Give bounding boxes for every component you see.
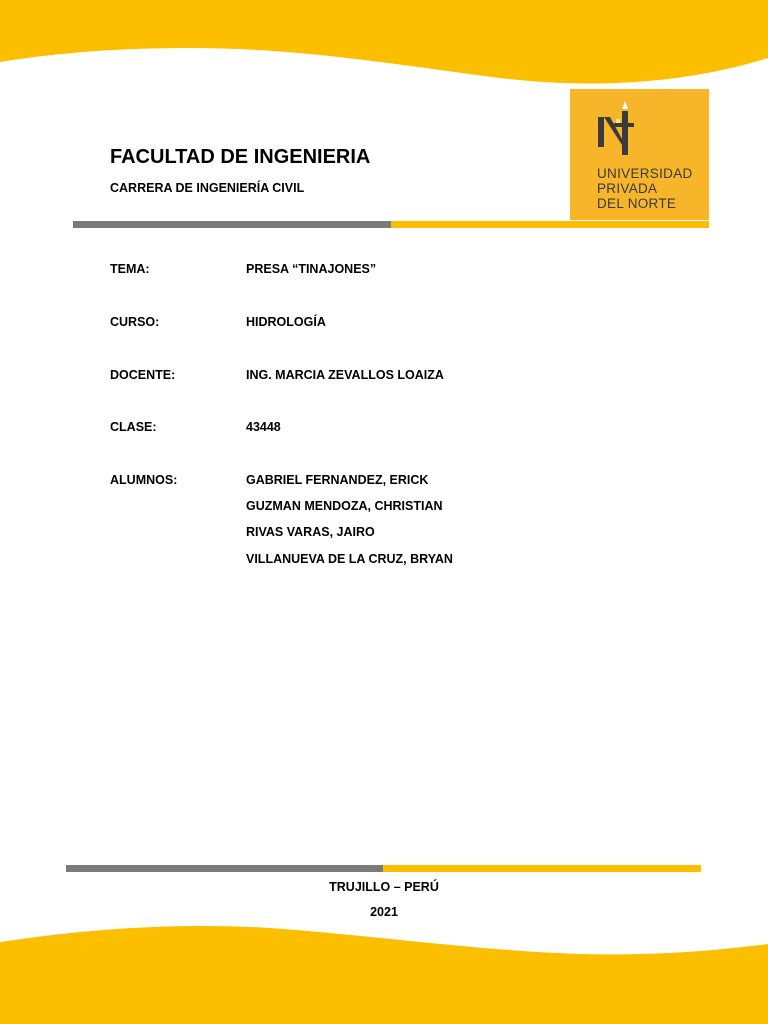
- top-wave-decoration: [0, 0, 768, 90]
- logo-text-line-3: DEL NORTE: [597, 196, 677, 211]
- student-name: VILLANUEVA DE LA CRUZ, BRYAN: [246, 552, 453, 566]
- footer-year: 2021: [370, 905, 398, 919]
- header-divider-yellow: [391, 221, 709, 228]
- curso-label: CURSO:: [110, 315, 160, 329]
- logo-text-line-1: UNIVERSIDAD: [597, 166, 693, 181]
- header-divider-gray: [73, 221, 391, 228]
- tema-label: TEMA:: [110, 262, 150, 276]
- career-subtitle: CARRERA DE INGENIERÍA CIVIL: [110, 181, 305, 195]
- alumnos-label: ALUMNOS:: [110, 473, 178, 487]
- bottom-wave-decoration: [0, 920, 768, 1024]
- footer-location: TRUJILLO – PERÚ: [329, 880, 439, 894]
- student-name: RIVAS VARAS, JAIRO: [246, 525, 375, 539]
- docente-label: DOCENTE:: [110, 368, 176, 382]
- university-logo: [570, 89, 709, 220]
- student-name: GUZMAN MENDOZA, CHRISTIAN: [246, 499, 443, 513]
- footer-divider-yellow: [383, 865, 701, 872]
- tema-value: PRESA “TINAJONES”: [246, 262, 377, 276]
- curso-value: HIDROLOGÍA: [246, 315, 326, 329]
- clase-value: 43448: [246, 420, 281, 434]
- logo-text-line-2: PRIVADA: [597, 181, 658, 196]
- student-name: GABRIEL FERNANDEZ, ERICK: [246, 473, 429, 487]
- faculty-title: FACULTAD DE INGENIERIA: [110, 146, 371, 168]
- footer-divider-gray: [66, 865, 383, 872]
- docente-value: ING. MARCIA ZEVALLOS LOAIZA: [246, 368, 444, 382]
- university-emblem-icon: [594, 99, 640, 157]
- clase-label: CLASE:: [110, 420, 157, 434]
